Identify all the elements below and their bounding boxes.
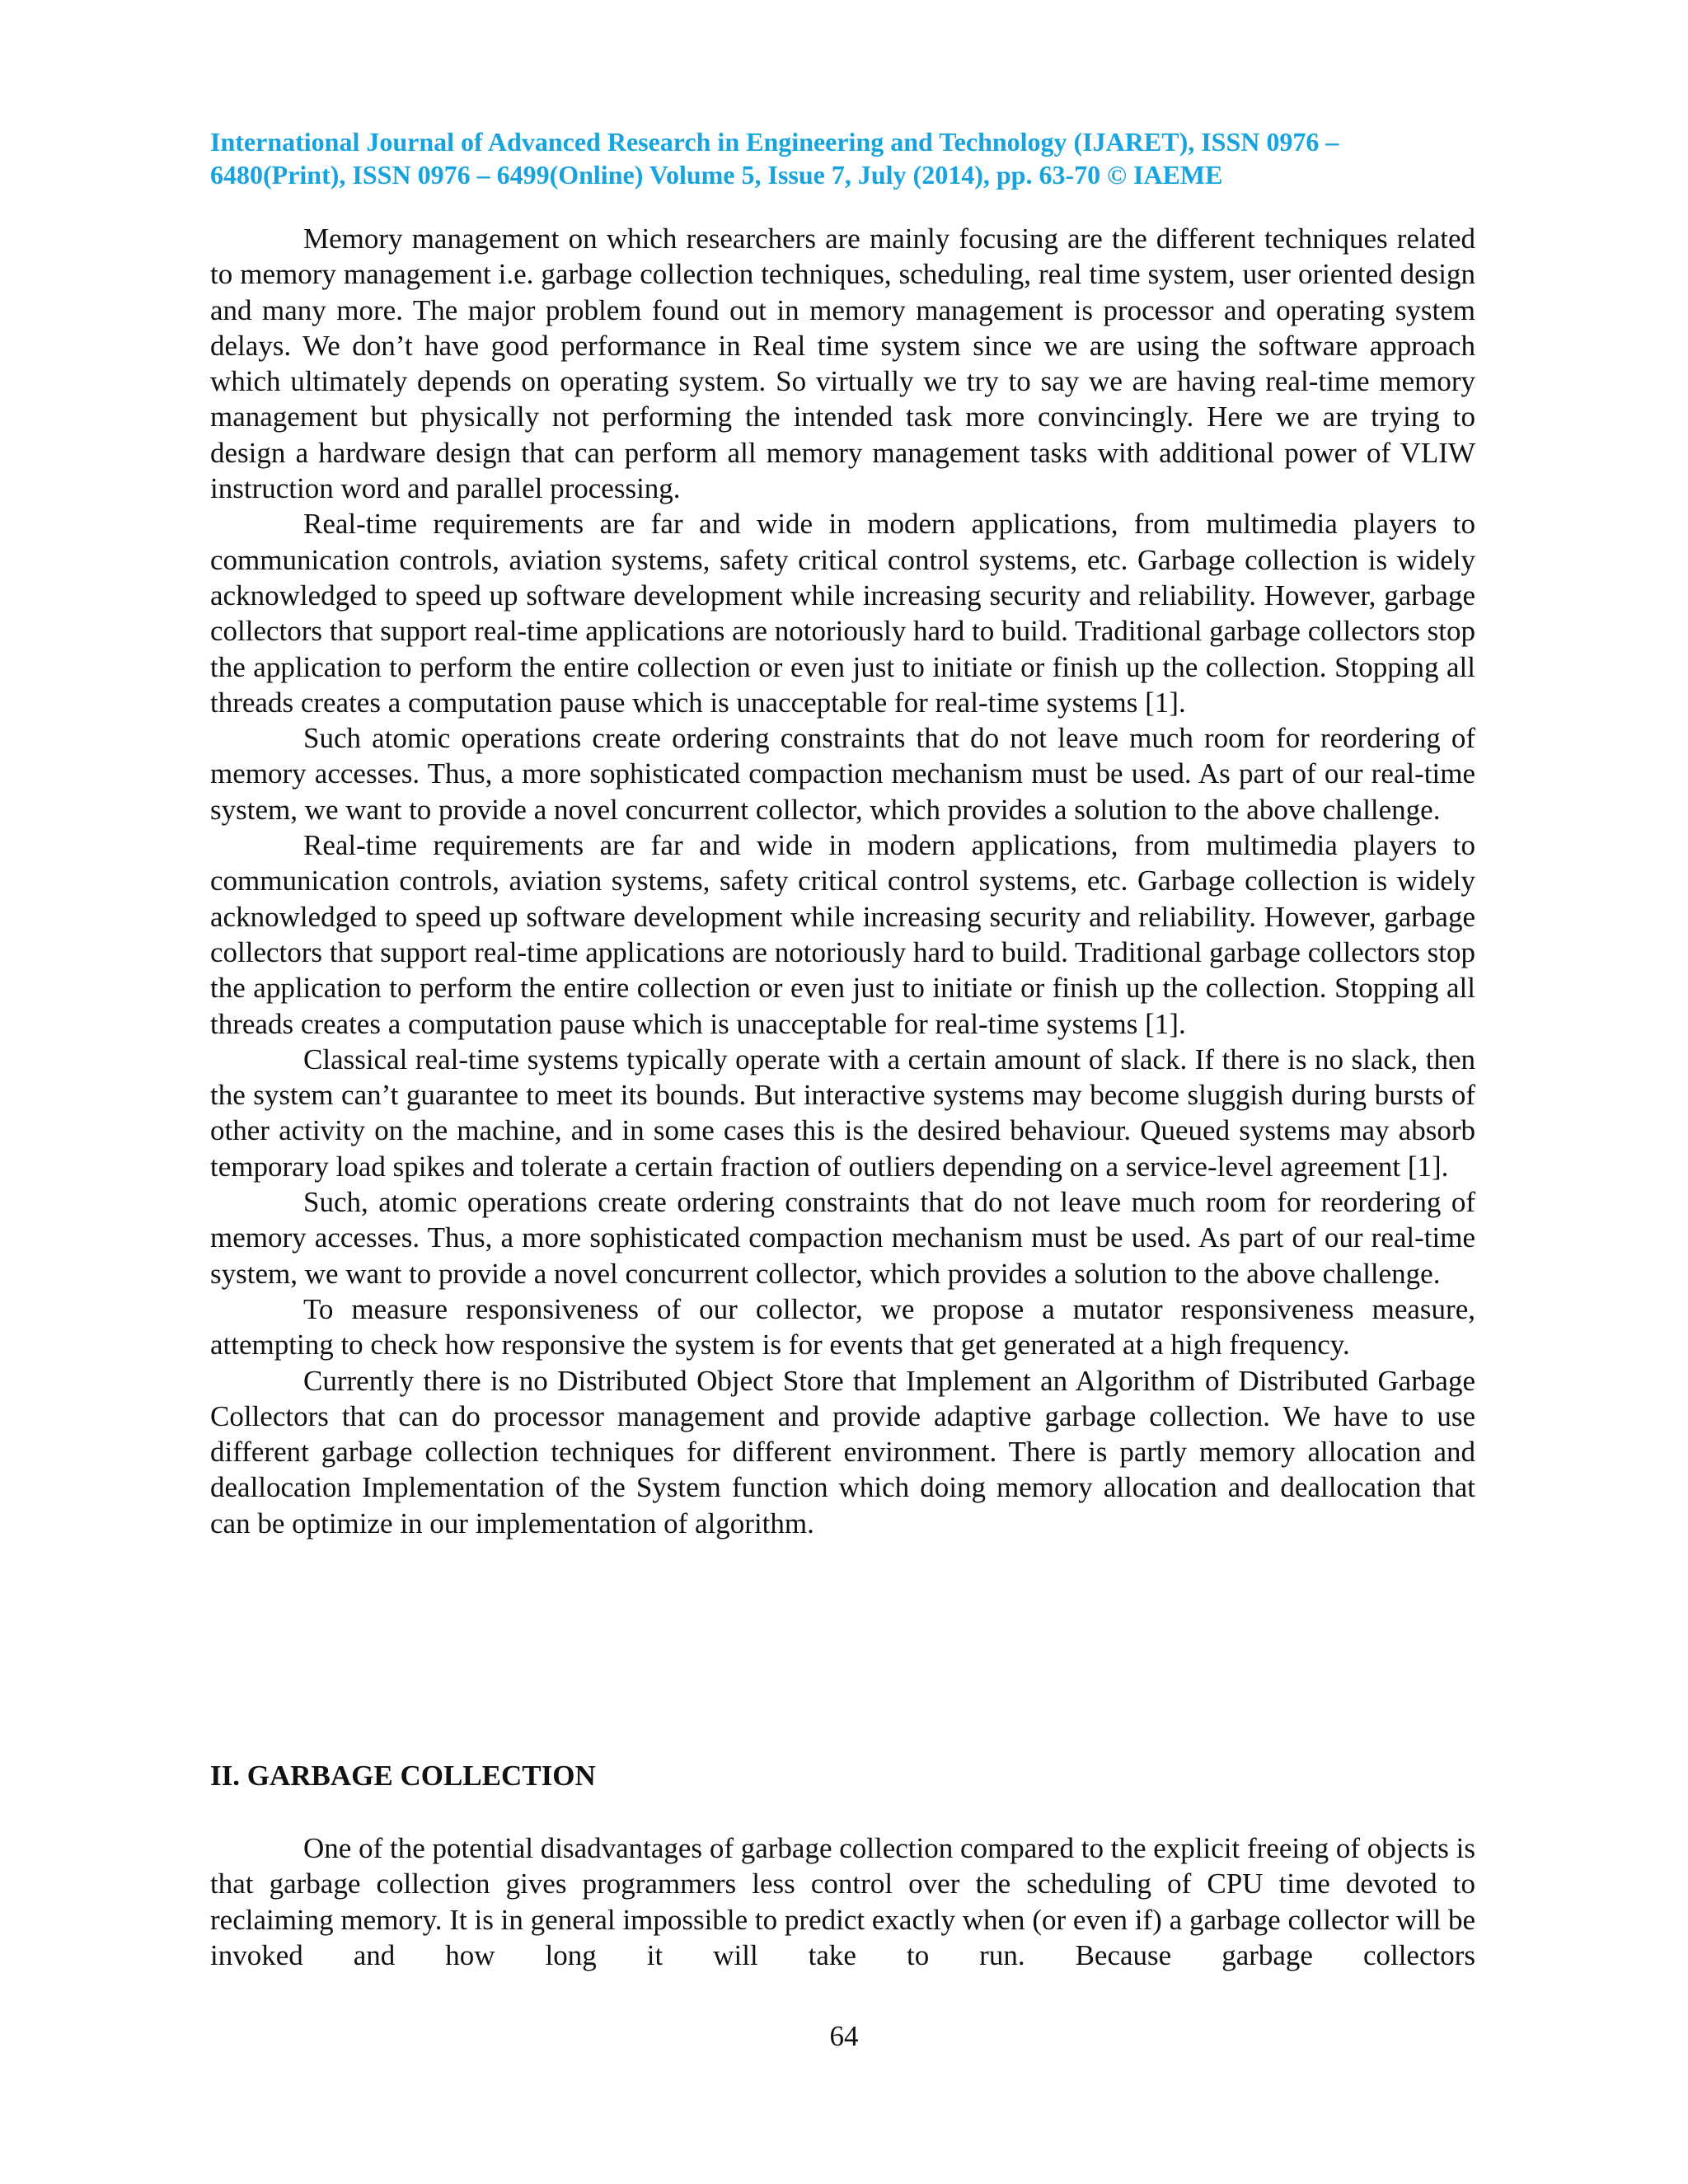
- journal-header-line-2: 6480(Print), ISSN 0976 – 6499(Online) Volume 5, Issue 7, July (2014), pp. 63-70 © IAEME: [210, 160, 1223, 190]
- paragraph: Memory management on which researchers are mainly focusing are the different techniques related to memory management i.e. garbage collection techniques, scheduling, real time system, user oriented design and many more. The major problem found out in memory management is processor and operating system delays. We don’t have good performance in Real time system since we are using the software approach which ultimately depends on operating system. So virtually we try to say we are having real-time memory management but physically not performing the intended task more convincingly. Here we are trying to design a hardware design that can perform all memory management tasks with additional power of VLIW instruction word and parallel processing.: [210, 223, 1475, 505]
- paragraph: Classical real-time systems typically operate with a certain amount of slack. If there is no slack, then the system can’t guarantee to meet its bounds. But interactive systems may become sluggish during bursts of other activity on the machine, and in some cases this is the desired behaviour. Queued systems may absorb temporary load spikes and tolerate a certain fraction of outliers depending on a service-level agreement [1].: [210, 1043, 1475, 1183]
- paragraph: Currently there is no Distributed Object Store that Implement an Algorithm of Distributed Garbage Collectors that can do processor management and provide adaptive garbage collection. We have to use different garbage collection techniques for different environment. There is partly memory allocation and deallocation Implementation of the System function which doing memory allocation and deallocation that can be optimize in our implementation of algorithm.: [210, 1364, 1475, 1540]
- paragraph: Real-time requirements are far and wide in modern applications, from multimedia players to communication controls, aviation systems, safety critical control systems, etc. Garbage collection is widely acknowledged to speed up software development while increasing security and reliability. However, garbage collectors that support real-time applications are notoriously hard to build. Traditional garbage collectors stop the application to perform the entire collection or even just to initiate or finish up the collection. Stopping all threads creates a computation pause which is unacceptable for real-time systems [1].: [210, 508, 1475, 719]
- journal-header-line-1: International Journal of Advanced Research in Engineering and Technology (IJARET), ISSN 0976 –: [210, 127, 1339, 157]
- body-text: [210, 221, 1475, 1541]
- journal-header: [210, 125, 1475, 191]
- section-body: [210, 1830, 1475, 1973]
- paragraph: Such, atomic operations create ordering constraints that do not leave much room for reordering of memory accesses. Thus, a more sophisticated compaction mechanism must be used. As part of our real-time system, we want to provide a novel concurrent collector, which provides a solution to the above challenge.: [210, 1186, 1475, 1290]
- page-number: 64: [829, 2020, 859, 2052]
- section-heading: II. GARBAGE COLLECTION: [210, 1760, 596, 1792]
- paragraph: One of the potential disadvantages of garbage collection compared to the explicit freeing of objects is that garbage collection gives programmers less control over the scheduling of CPU time devoted to reclaiming memory. It is in general impossible to predict exactly when (or even if) a garbage collector will be invoked and how long it will take to run. Because garbage collectors: [210, 1832, 1475, 1971]
- paragraph: To measure responsiveness of our collector, we propose a mutator responsiveness measure, attempting to check how responsive the system is for events that get generated at a high frequency.: [210, 1292, 1475, 1361]
- paragraph: Such atomic operations create ordering constraints that do not leave much room for reordering of memory accesses. Thus, a more sophisticated compaction mechanism must be used. As part of our real-time system, we want to provide a novel concurrent collector, which provides a solution to the above challenge.: [210, 722, 1475, 826]
- paragraph: Real-time requirements are far and wide in modern applications, from multimedia players to communication controls, aviation systems, safety critical control systems, etc. Garbage collection is widely acknowledged to speed up software development while increasing security and reliability. However, garbage collectors that support real-time applications are notoriously hard to build. Traditional garbage collectors stop the application to perform the entire collection or even just to initiate or finish up the collection. Stopping all threads creates a computation pause which is unacceptable for real-time systems [1].: [210, 829, 1475, 1040]
